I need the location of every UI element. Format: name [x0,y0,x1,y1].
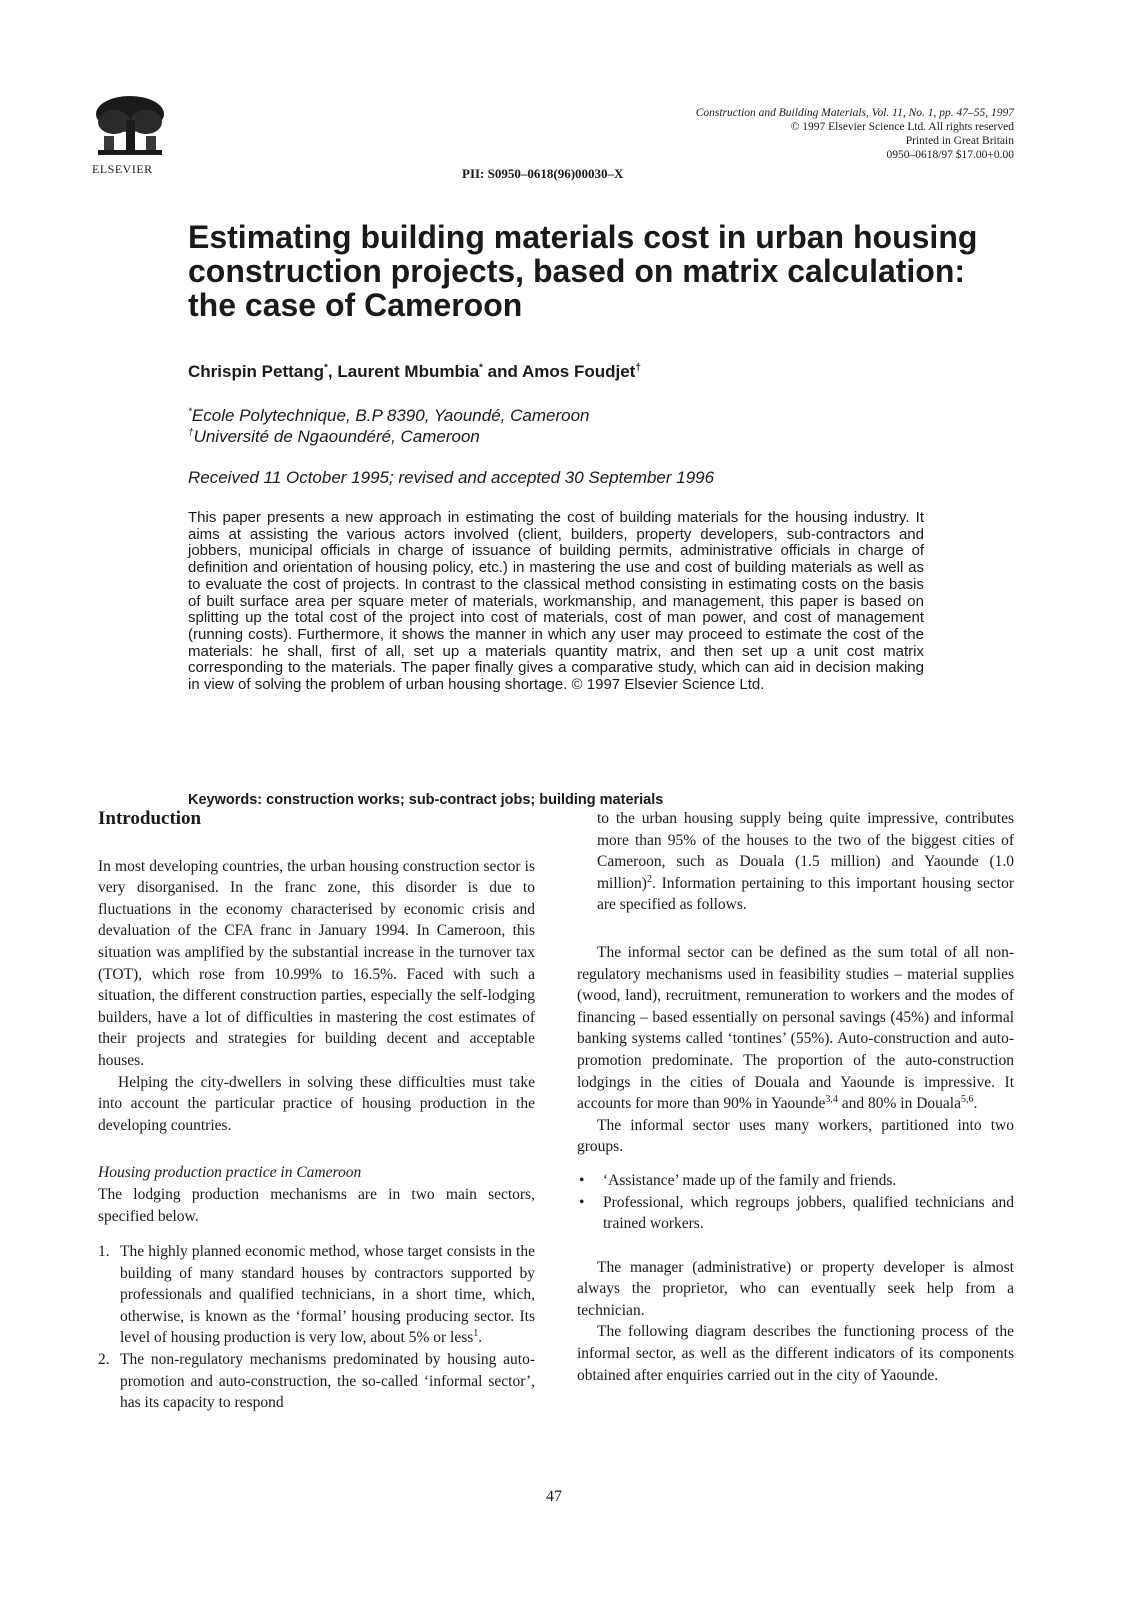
journal-citation: Construction and Building Materials, Vol. 11, No. 1, pp. 47–55, 1997 [695,107,1014,119]
bullet-icon: • [579,1171,585,1189]
bullet-list [577,1170,1014,1235]
author-separator: and [482,362,522,381]
author-mark: * [479,362,483,374]
list-item [98,1241,535,1349]
reference-mark: 3,4 [825,1093,838,1105]
bullet-icon: • [579,1193,585,1211]
list-number: 2. [98,1351,110,1369]
affiliations [188,405,589,447]
list-number: 1. [98,1243,110,1261]
author-name: Amos Foudjet [522,362,636,381]
right-column [577,808,1014,1386]
author-mark: † [635,362,641,374]
paragraph [577,808,1014,916]
paragraph [577,942,1014,1115]
paragraph-text: The informal sector can be defined as the sum total of all non-regulatory mechanisms used in feasibility studies – material supplies (wood, land), recruitment, remuneration to workers and the modes of financing – based essentially on personal savings (45%) and informal banking systems called ‘tontines’ (55%). Auto-construction and auto-promotion predominate. The proportion of the auto-construction lodgings in the cities of Douala and Yaounde is impressive. It accounts for more than 90% in Yaounde [577,943,1014,1113]
list-text: The non-regulatory mechanisms predominated by housing auto-promotion and auto-construction, the so-called ‘informal sector’, has its capacity to respond [120,1351,535,1412]
copyright-line: © 1997 Elsevier Science Ltd. All rights reserved [790,121,1014,133]
publisher-name: ELSEVIER [92,162,153,176]
list-text: The highly planned economic method, whose target consists in the building of many standard houses by contractors supported by professionals and qualified technicians, in a short time, which, otherwise, is known as the ‘formal’ housing producing sector. Its level of housing production is very low, about 5% or less [120,1243,535,1347]
paragraph-text: to the urban housing supply being quite impressive, contributes more than 95% of the houses to the two of the biggest cities of Cameroon, such as Douala (1.5 million) and Yaounde (1.0 million) [597,810,1014,892]
numbered-list [98,1241,535,1414]
list-item [98,1349,535,1414]
printed-line: Printed in Great Britain [905,135,1014,147]
issn-line: 0950–0618/97 $17.00+0.00 [886,149,1014,161]
paragraph: In most developing countries, the urban housing construction sector is very disorganised. In the franc zone, this disorder is due to fluctuations in the economy characterised by economic crisis and devaluation of the CFA franc in January 1994. In Cameroon, this situation was amplified by the substantial increase in the turnover tax (TOT), which rose from 10.99% to 16.5%. Faced with such a situation, the different construction parties, especially the self-lodging builders, have a lot of difficulties in mastering the cost estimates of their projects and strategies for building decent and acceptable houses. [98,857,535,1069]
paragraph: The lodging production mechanisms are in two main sectors, specified below. [98,1185,535,1225]
received-dates: Received 11 October 1995; revised and accepted 30 September 1996 [188,468,715,487]
left-column [98,808,535,1414]
author-separator: , [327,362,338,381]
author-name: Chrispin Pettang [188,362,325,381]
author-mark: * [324,362,328,374]
section-heading: Introduction [98,808,202,829]
abstract: This paper presents a new approach in estimating the cost of building materials for the housing industry. It aims at assisting the various actors involved (client, builders, property developers, sub-contractors and jobbers, municipal officials in charge of issuance of building permits, administrative officials in charge of definition and orientation of housing policy, etc.) in mastering the use and cost of building materials as well as to evaluate the cost of projects. In contrast to the classical method consisting in estimating costs on the basis of built surface area per square meter of materials, workmanship, and management, this paper is based on splitting up the total cost of the project into cost of materials, cost of man power, and cost of management (running costs). Furthermore, it shows the manner in which any user may proceed to estimate the cost of the materials: he shall, first of all, set up a materials quantity matrix, and then set up a unit cost matrix corresponding to the materials. The paper finally gives a comparative study, which can aid in decision making in view of solving the problem of urban housing shortage. © 1997 Elsevier Science Ltd. [188,509,924,694]
affiliation-text: Ecole Polytechnique, B.P 8390, Yaoundé, Cameroon [191,406,590,425]
list-item [577,1192,1014,1235]
page-number: 47 [546,1488,562,1505]
paragraph: The informal sector uses many workers, partitioned into two groups. [577,1116,1014,1156]
article-title: Estimating building materials cost in urban housing construction projects, based on matrix calculation: the case of Cameroon [188,219,978,323]
affiliation-mark: * [188,406,192,418]
author-name: Laurent Mbumbia [337,362,480,381]
affiliation [188,426,589,447]
list-item [577,1170,1014,1192]
reference-mark: 1 [473,1328,479,1340]
author-list [188,362,641,382]
subsection-heading: Housing production practice in Cameroon [98,1164,362,1182]
list-text-tail: . [478,1329,483,1347]
paragraph-text: . Information pertaining to this important housing sector are specified as follows. [597,874,1014,914]
affiliation-text: Université de Ngaoundéré, Cameroon [193,427,480,446]
paragraph: Helping the city-dwellers in solving these difficulties must take into account the particular practice of housing production in the developing countries. [98,1073,535,1134]
keywords: Keywords: construction works; sub-contract jobs; building materials [188,792,664,808]
journal-info [696,106,1014,162]
list-text: Professional, which regroups jobbers, qualified technicians and trained workers. [603,1193,1014,1233]
reference-mark: 2 [646,873,652,885]
paragraph-text: . [973,1095,978,1113]
paragraph: The manager (administrative) or property developer is almost always the proprietor, who can eventually seek help from a technician. [577,1258,1014,1319]
affiliation-mark: † [188,427,194,439]
pii-identifier: PII: S0950–0618(96)00030–X [462,166,624,181]
paragraph: The following diagram describes the functioning process of the informal sector, as well as the different indicators of its components obtained after enquiries carried out in the city of Yaounde. [577,1323,1014,1384]
list-text: ‘Assistance’ made up of the family and friends. [603,1171,897,1189]
paragraph-text: and 80% in Douala [837,1095,961,1113]
affiliation [188,405,589,426]
reference-mark: 5,6 [961,1093,974,1105]
